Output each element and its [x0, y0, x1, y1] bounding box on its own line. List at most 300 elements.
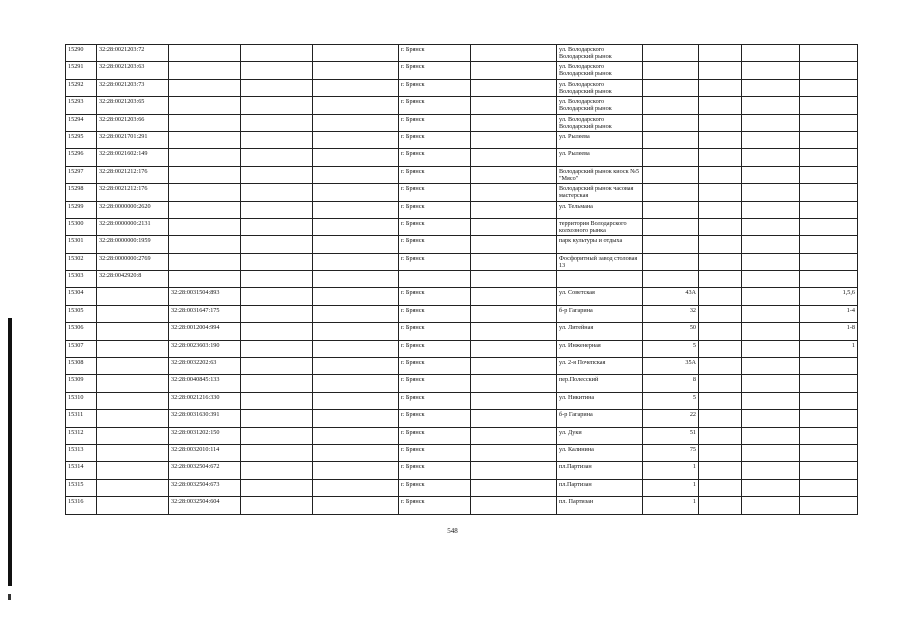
cell-column-7 [471, 410, 557, 427]
cell-column-11 [742, 323, 800, 340]
table-row [66, 497, 858, 514]
cell-cadastral-number-b [169, 114, 241, 131]
cell-column-4 [241, 323, 313, 340]
cell-street-address: ул. Никитина [557, 392, 643, 409]
cell-cadastral-number-b: 32:28:0012004:994 [169, 323, 241, 340]
cell-row-number: 15295 [66, 131, 97, 148]
cell-column-10 [699, 410, 742, 427]
cell-cadastral-number-b [169, 62, 241, 79]
cell-cadastral-number-a [97, 444, 169, 461]
cell-city: г. Брянск [399, 114, 471, 131]
table-row [66, 375, 858, 392]
cell-column-11 [742, 392, 800, 409]
cell-street-address: пл.Партизан [557, 479, 643, 496]
cell-row-number: 15293 [66, 97, 97, 114]
cell-row-number: 15299 [66, 201, 97, 218]
cell-column-10 [699, 288, 742, 305]
table-row [66, 184, 858, 201]
cell-column-7 [471, 340, 557, 357]
cell-cadastral-number-b: 32:28:0032504:604 [169, 497, 241, 514]
cell-house-number: 32 [643, 305, 699, 322]
table-row [66, 444, 858, 461]
table-row [66, 236, 858, 253]
cell-column-4 [241, 218, 313, 235]
cell-column-5 [313, 218, 399, 235]
cell-column-7 [471, 79, 557, 96]
cell-city: г. Брянск [399, 427, 471, 444]
cell-column-4 [241, 305, 313, 322]
cell-column-5 [313, 97, 399, 114]
cell-column-7 [471, 375, 557, 392]
cell-column-5 [313, 114, 399, 131]
table-row [66, 323, 858, 340]
cell-column-4 [241, 166, 313, 183]
cell-city: г. Брянск [399, 149, 471, 166]
cell-column-10 [699, 253, 742, 270]
cell-city: г. Брянск [399, 305, 471, 322]
cell-column-7 [471, 323, 557, 340]
cell-cadastral-number-b: 32:28:0032010:114 [169, 444, 241, 461]
cell-house-number: 75 [643, 444, 699, 461]
cell-column-11 [742, 462, 800, 479]
cell-column-10 [699, 79, 742, 96]
cell-house-number [643, 149, 699, 166]
cell-cadastral-number-b [169, 201, 241, 218]
cell-cadastral-number-b: 32:28:0032202:63 [169, 358, 241, 375]
cell-cadastral-number-a: 32:28:0000000:2620 [97, 201, 169, 218]
cell-city: г. Брянск [399, 323, 471, 340]
cell-apartment-numbers [800, 114, 858, 131]
cell-cadastral-number-a: 32:28:0021203:66 [97, 114, 169, 131]
cell-cadastral-number-b: 32:28:0031504:893 [169, 288, 241, 305]
cell-column-10 [699, 184, 742, 201]
cell-cadastral-number-b: 32:28:0021216:330 [169, 392, 241, 409]
cell-column-4 [241, 358, 313, 375]
cell-column-7 [471, 62, 557, 79]
cell-column-7 [471, 236, 557, 253]
table-row [66, 410, 858, 427]
cell-cadastral-number-a [97, 410, 169, 427]
cell-apartment-numbers [800, 149, 858, 166]
cell-column-7 [471, 462, 557, 479]
cell-street-address: б-р Гагарина [557, 305, 643, 322]
cell-cadastral-number-a: 32:28:0021212:176 [97, 184, 169, 201]
cell-street-address: ул. Володарского Володарский рынок [557, 79, 643, 96]
cell-house-number: 1 [643, 462, 699, 479]
cell-row-number: 15303 [66, 271, 97, 288]
cell-cadastral-number-a: 32:28:0021203:73 [97, 79, 169, 96]
cell-row-number: 15310 [66, 392, 97, 409]
cell-row-number: 15291 [66, 62, 97, 79]
cell-column-7 [471, 497, 557, 514]
cell-cadastral-number-b: 32:28:0031202:150 [169, 427, 241, 444]
cell-row-number: 15304 [66, 288, 97, 305]
table-row [66, 79, 858, 96]
cell-house-number: 22 [643, 410, 699, 427]
cell-column-7 [471, 444, 557, 461]
cell-apartment-numbers [800, 236, 858, 253]
cell-row-number: 15290 [66, 45, 97, 62]
table-row [66, 166, 858, 183]
cell-column-5 [313, 410, 399, 427]
cell-row-number: 15305 [66, 305, 97, 322]
cell-column-10 [699, 462, 742, 479]
cell-cadastral-number-a [97, 462, 169, 479]
cell-apartment-numbers [800, 462, 858, 479]
table-row [66, 305, 858, 322]
cell-street-address: пл. Партизан [557, 497, 643, 514]
cell-column-4 [241, 462, 313, 479]
cell-column-5 [313, 358, 399, 375]
cell-house-number [643, 79, 699, 96]
cell-house-number: 5 [643, 392, 699, 409]
cell-row-number: 15300 [66, 218, 97, 235]
cell-city: г. Брянск [399, 392, 471, 409]
cell-cadastral-number-a [97, 427, 169, 444]
cell-column-4 [241, 149, 313, 166]
cell-street-address: ул. Дуки [557, 427, 643, 444]
cell-house-number [643, 97, 699, 114]
cell-street-address: ул. Володарского Володарский рынок [557, 45, 643, 62]
cell-cadastral-number-a: 32:28:0021203:63 [97, 62, 169, 79]
cell-column-10 [699, 340, 742, 357]
cell-city: г. Брянск [399, 288, 471, 305]
cell-cadastral-number-a [97, 479, 169, 496]
cell-column-11 [742, 114, 800, 131]
cell-column-7 [471, 479, 557, 496]
cell-row-number: 15302 [66, 253, 97, 270]
cell-column-5 [313, 305, 399, 322]
cell-apartment-numbers: 1 [800, 340, 858, 357]
cell-column-11 [742, 253, 800, 270]
cell-column-10 [699, 97, 742, 114]
cell-column-4 [241, 479, 313, 496]
cell-apartment-numbers [800, 358, 858, 375]
cell-column-7 [471, 271, 557, 288]
cell-column-5 [313, 184, 399, 201]
cell-column-10 [699, 427, 742, 444]
cell-column-7 [471, 305, 557, 322]
cell-column-11 [742, 79, 800, 96]
cell-house-number: 43А [643, 288, 699, 305]
cell-city [399, 271, 471, 288]
cell-cadastral-number-a: 32:28:0000000:2131 [97, 218, 169, 235]
cell-column-10 [699, 305, 742, 322]
cell-row-number: 15301 [66, 236, 97, 253]
cell-city: г. Брянск [399, 97, 471, 114]
cell-column-11 [742, 218, 800, 235]
cell-city: г. Брянск [399, 410, 471, 427]
cell-column-4 [241, 340, 313, 357]
cell-column-7 [471, 131, 557, 148]
cell-column-11 [742, 149, 800, 166]
cell-house-number: 1 [643, 497, 699, 514]
cell-cadastral-number-b: 32:28:0023603:190 [169, 340, 241, 357]
cell-column-4 [241, 375, 313, 392]
cell-column-11 [742, 358, 800, 375]
cell-street-address: парк культуры и отдыха [557, 236, 643, 253]
cell-apartment-numbers [800, 410, 858, 427]
cell-column-10 [699, 323, 742, 340]
cell-cadastral-number-b [169, 149, 241, 166]
cell-column-11 [742, 97, 800, 114]
cell-apartment-numbers [800, 392, 858, 409]
cell-column-10 [699, 392, 742, 409]
cell-column-11 [742, 236, 800, 253]
cell-apartment-numbers [800, 131, 858, 148]
cell-column-7 [471, 218, 557, 235]
cell-column-4 [241, 131, 313, 148]
cell-column-11 [742, 131, 800, 148]
register-table-body [66, 45, 858, 515]
cell-house-number [643, 184, 699, 201]
cell-column-5 [313, 149, 399, 166]
cell-column-5 [313, 271, 399, 288]
cell-column-4 [241, 79, 313, 96]
cell-column-7 [471, 184, 557, 201]
cell-street-address: ул. Тельмана [557, 201, 643, 218]
cell-apartment-numbers [800, 62, 858, 79]
cell-column-5 [313, 166, 399, 183]
cell-street-address: ул. Володарского Володарский рынок [557, 114, 643, 131]
cell-row-number: 15314 [66, 462, 97, 479]
cell-row-number: 15312 [66, 427, 97, 444]
cell-city: г. Брянск [399, 45, 471, 62]
cell-column-5 [313, 79, 399, 96]
cell-row-number: 15292 [66, 79, 97, 96]
cell-city: г. Брянск [399, 340, 471, 357]
cell-row-number: 15296 [66, 149, 97, 166]
table-row [66, 253, 858, 270]
cell-column-7 [471, 97, 557, 114]
cell-city: г. Брянск [399, 166, 471, 183]
scan-edge-tick [8, 594, 11, 600]
cell-apartment-numbers [800, 166, 858, 183]
cell-apartment-numbers [800, 497, 858, 514]
cell-column-5 [313, 131, 399, 148]
cell-column-10 [699, 236, 742, 253]
cell-house-number: 50 [643, 323, 699, 340]
cell-city: г. Брянск [399, 253, 471, 270]
cell-city: г. Брянск [399, 444, 471, 461]
table-row [66, 114, 858, 131]
cell-apartment-numbers [800, 253, 858, 270]
cell-row-number: 15308 [66, 358, 97, 375]
cell-column-11 [742, 271, 800, 288]
cell-column-10 [699, 218, 742, 235]
cell-apartment-numbers [800, 218, 858, 235]
table-row [66, 392, 858, 409]
table-row [66, 462, 858, 479]
table-row [66, 45, 858, 62]
cell-column-5 [313, 62, 399, 79]
cell-cadastral-number-a: 32:28:0021212:176 [97, 166, 169, 183]
cell-apartment-numbers [800, 201, 858, 218]
cell-column-10 [699, 45, 742, 62]
cell-house-number [643, 45, 699, 62]
cell-column-11 [742, 288, 800, 305]
cell-cadastral-number-b [169, 271, 241, 288]
cell-column-10 [699, 444, 742, 461]
cell-column-11 [742, 427, 800, 444]
cell-cadastral-number-b: 32:28:0040845:133 [169, 375, 241, 392]
cell-column-11 [742, 479, 800, 496]
cell-city: г. Брянск [399, 201, 471, 218]
cell-column-7 [471, 201, 557, 218]
register-table [65, 44, 858, 515]
cell-row-number: 15294 [66, 114, 97, 131]
cell-cadastral-number-b [169, 218, 241, 235]
cell-city: г. Брянск [399, 497, 471, 514]
cell-column-5 [313, 323, 399, 340]
cell-apartment-numbers [800, 45, 858, 62]
table-row [66, 218, 858, 235]
cell-apartment-numbers [800, 444, 858, 461]
cell-cadastral-number-b: 32:28:0031647:175 [169, 305, 241, 322]
cell-column-5 [313, 288, 399, 305]
cell-column-4 [241, 184, 313, 201]
cell-column-5 [313, 340, 399, 357]
cell-house-number: 8 [643, 375, 699, 392]
cell-apartment-numbers: 1-4 [800, 305, 858, 322]
cell-column-7 [471, 45, 557, 62]
cell-row-number: 15309 [66, 375, 97, 392]
cell-column-11 [742, 45, 800, 62]
cell-column-10 [699, 131, 742, 148]
cell-cadastral-number-a: 32:28:0021602:149 [97, 149, 169, 166]
cell-column-5 [313, 462, 399, 479]
cell-cadastral-number-a [97, 392, 169, 409]
cell-column-11 [742, 375, 800, 392]
cell-column-4 [241, 201, 313, 218]
cell-city: г. Брянск [399, 62, 471, 79]
cell-cadastral-number-a: 32:28:0021203:65 [97, 97, 169, 114]
cell-apartment-numbers [800, 97, 858, 114]
cell-house-number [643, 271, 699, 288]
cell-house-number: 51 [643, 427, 699, 444]
cell-column-7 [471, 149, 557, 166]
cell-apartment-numbers [800, 271, 858, 288]
cell-column-5 [313, 479, 399, 496]
cell-row-number: 15306 [66, 323, 97, 340]
cell-house-number [643, 201, 699, 218]
cell-column-10 [699, 201, 742, 218]
cell-street-address [557, 271, 643, 288]
cell-house-number [643, 131, 699, 148]
cell-column-5 [313, 427, 399, 444]
cell-cadastral-number-a [97, 375, 169, 392]
cell-street-address: территория Володарского колхозного рынка [557, 218, 643, 235]
cell-street-address: Фосфоритный завод столовая 13 [557, 253, 643, 270]
cell-cadastral-number-a [97, 497, 169, 514]
cell-cadastral-number-b [169, 184, 241, 201]
table-row [66, 149, 858, 166]
table-row [66, 97, 858, 114]
cell-house-number: 5 [643, 340, 699, 357]
cell-column-7 [471, 114, 557, 131]
cell-apartment-numbers [800, 79, 858, 96]
scan-edge-mark [8, 318, 12, 586]
table-row [66, 62, 858, 79]
cell-street-address: Володарский рынок часовая мастерская [557, 184, 643, 201]
cell-cadastral-number-a: 32:28:0021203:72 [97, 45, 169, 62]
cell-column-10 [699, 479, 742, 496]
cell-column-5 [313, 375, 399, 392]
cell-column-4 [241, 271, 313, 288]
cell-column-11 [742, 497, 800, 514]
cell-street-address: ул. Литейная [557, 323, 643, 340]
cell-street-address: ул. 2-я Почепская [557, 358, 643, 375]
cell-apartment-numbers [800, 375, 858, 392]
cell-column-10 [699, 166, 742, 183]
cell-street-address: ул. Рылеева [557, 131, 643, 148]
cell-cadastral-number-a [97, 288, 169, 305]
cell-cadastral-number-b [169, 131, 241, 148]
cell-street-address: ул. Володарского Володарский рынок [557, 62, 643, 79]
cell-city: г. Брянск [399, 358, 471, 375]
cell-street-address: ул. Советская [557, 288, 643, 305]
cell-street-address: пл.Партизан [557, 462, 643, 479]
cell-column-5 [313, 497, 399, 514]
cell-cadastral-number-b: 32:28:0032504:672 [169, 462, 241, 479]
cell-city: г. Брянск [399, 79, 471, 96]
cell-column-11 [742, 62, 800, 79]
cell-street-address: Володарский рынок киоск №5 "Мясо" [557, 166, 643, 183]
cell-city: г. Брянск [399, 375, 471, 392]
cell-column-10 [699, 62, 742, 79]
cell-apartment-numbers: 1-8 [800, 323, 858, 340]
cell-row-number: 15316 [66, 497, 97, 514]
cell-cadastral-number-a: 32:28:0042920:8 [97, 271, 169, 288]
cell-city: г. Брянск [399, 184, 471, 201]
cell-cadastral-number-a: 32:28:0021701:291 [97, 131, 169, 148]
cell-apartment-numbers: 1,5,6 [800, 288, 858, 305]
table-row [66, 271, 858, 288]
cell-column-4 [241, 97, 313, 114]
cell-column-10 [699, 149, 742, 166]
table-row [66, 288, 858, 305]
cell-cadastral-number-b [169, 97, 241, 114]
cell-cadastral-number-a [97, 305, 169, 322]
cell-cadastral-number-b [169, 166, 241, 183]
cell-cadastral-number-a: 32:28:0000000:1959 [97, 236, 169, 253]
cell-column-5 [313, 253, 399, 270]
cell-house-number: 35А [643, 358, 699, 375]
cell-row-number: 15315 [66, 479, 97, 496]
cell-house-number [643, 253, 699, 270]
page-number: 548 [447, 527, 458, 535]
cell-cadastral-number-a [97, 358, 169, 375]
cell-cadastral-number-b: 32:28:0032504:673 [169, 479, 241, 496]
cell-column-10 [699, 114, 742, 131]
cell-street-address: ул. Рылеева [557, 149, 643, 166]
cell-cadastral-number-b [169, 236, 241, 253]
cell-cadastral-number-a [97, 340, 169, 357]
cell-cadastral-number-b [169, 79, 241, 96]
table-row [66, 131, 858, 148]
cell-house-number [643, 166, 699, 183]
cell-column-5 [313, 444, 399, 461]
cell-column-5 [313, 45, 399, 62]
table-row [66, 201, 858, 218]
cell-apartment-numbers [800, 479, 858, 496]
cell-column-4 [241, 45, 313, 62]
cell-house-number: 1 [643, 479, 699, 496]
cell-column-11 [742, 410, 800, 427]
cell-row-number: 15311 [66, 410, 97, 427]
cell-column-5 [313, 392, 399, 409]
cell-row-number: 15297 [66, 166, 97, 183]
